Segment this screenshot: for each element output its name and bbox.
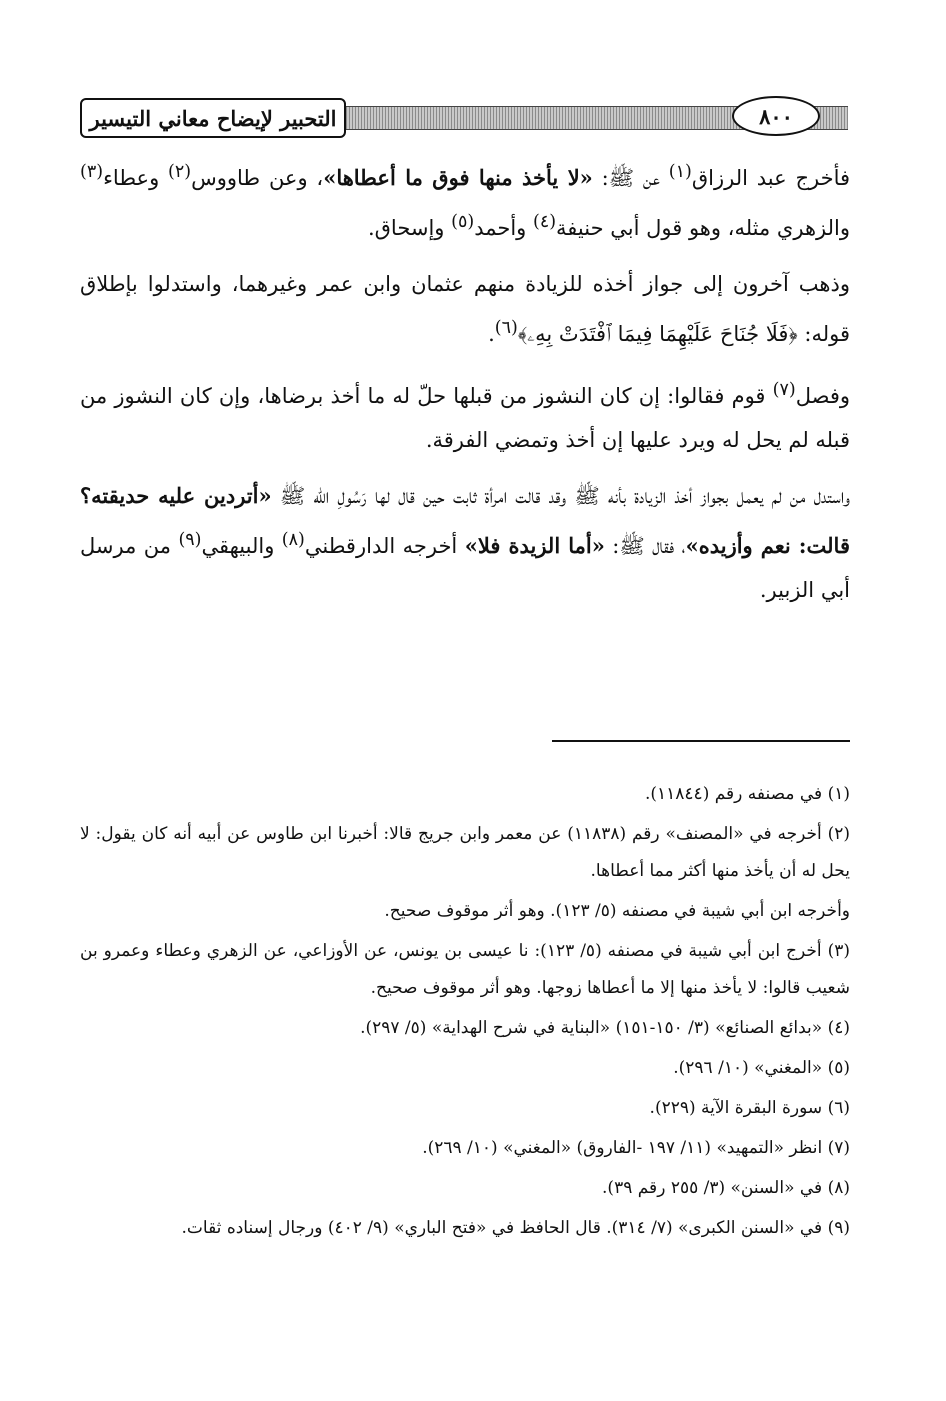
footnote-3: (٣) أخرج ابن أبي شيبة في مصنفه (٥/ ١٢٣): نا عيسى بن يونس، عن الأوزاعي، عن الزهري وعطاء وعمرو بن شعيب قالوا: لا يأخذ منها إلا ما أعطاها زوجها. وهو أثر موقوف صحيح.	[80, 941, 850, 998]
quran-verse: ﴿فَلَا جُنَاحَ عَلَيْهِمَا فِيمَا ٱفْتَدَتْ بِهِۦ﴾	[517, 322, 798, 346]
text-run: .	[488, 322, 495, 346]
footnotes	[80, 776, 850, 1250]
text-run: واستدل من لم يعمل بجواز أخذ الزيادة بأنه ﷺ وقد قالت امرأة ثابت حين قال لها رَسُولِ الله ﷺ	[271, 484, 850, 508]
footnote-ref-5: (٥)	[451, 212, 475, 232]
paragraph-4	[80, 474, 850, 612]
footnote-ref-4: (٤)	[532, 212, 557, 232]
footnote-ref-6: (٦)	[494, 318, 518, 338]
footnote-ref-3: (٣)	[80, 162, 104, 182]
footnote-9: (٩) في «السنن الكبرى» (٧/ ٣١٤). قال الحافظ في «فتح الباري» (٩/ ٤٠٢) ورجال إسناده ثقات.	[181, 1218, 850, 1238]
text-run: أخرجه الدارقطني	[304, 534, 465, 558]
footnote-ref-1: (١)	[668, 162, 692, 182]
footnote-8: (٨) في «السنن» (٣/ ٢٥٥ رقم ٣٩).	[602, 1178, 850, 1198]
text-run: ، فقال ﷺ:	[604, 534, 686, 558]
page-header	[80, 92, 848, 144]
footnote-ref-7: (٧)	[772, 380, 796, 400]
footnote-5: (٥) «المغني» (١٠/ ٢٩٦).	[673, 1058, 850, 1078]
footnote-divider	[552, 740, 850, 742]
text-run: والبيهقي	[201, 534, 282, 558]
hadith-quote: «لا يأخذ منها فوق ما أعطاها»	[323, 165, 593, 190]
footnote-2: (٢) أخرجه في «المصنف» رقم (١١٨٣٨) عن معمر وابن جريج قالا: أخبرنا ابن طاوس عن أبيه أنه كان يقول: لا يحل له أن يأخذ منها أكثر مما أعطاها.	[80, 824, 851, 881]
text-run: وإسحاق.	[367, 216, 452, 240]
page-number: ٨٠٠	[732, 96, 820, 136]
paragraph-2	[80, 262, 850, 356]
paragraph-3	[80, 368, 850, 462]
hadith-quote: «أتردين عليه حديقته؟ قالت: نعم وأزيده»	[80, 483, 850, 558]
book-title: التحبير لإيضاح معاني التيسير	[80, 98, 346, 138]
paragraph-1	[80, 150, 850, 250]
text-run: وفصل	[795, 384, 850, 408]
footnote-7: (٧) انظر «التمهيد» (١١/ ١٩٧ -الفاروق) «المغني» (١٠/ ٢٦٩).	[422, 1138, 850, 1158]
text-run: وذهب آخرون إلى جواز أخذه للزيادة منهم عثمان وابن عمر وغيرهما، واستدلوا بإطلاق قوله:	[80, 272, 850, 346]
footnote-2-continued: وأخرجه ابن أبي شيبة في مصنفه (٥/ ١٢٣). وهو أثر موقوف صحيح.	[384, 901, 850, 921]
footnote-6: (٦) سورة البقرة الآية (٢٢٩).	[649, 1098, 850, 1118]
text-run: قوم فقالوا: إن كان النشوز من قبلها حلّ له ما أخذ برضاها، وإن كان النشوز من قبله لم يحل له ويرد عليها إن أخذ وتمضي الفرقة.	[80, 384, 850, 452]
text-run: وعطاء	[103, 166, 169, 190]
text-run: والزهري مثله، وهو قول أبي حنيفة	[556, 216, 850, 240]
text-run: ، وعن طاووس	[191, 166, 324, 190]
footnote-ref-8: (٨)	[281, 530, 305, 550]
footnote-4: (٤) «بدائع الصنائع» (٣/ ١٥٠-١٥١) «البناية في شرح الهداية» (٥/ ٢٩٧).	[360, 1018, 850, 1038]
footnote-ref-2: (٢)	[168, 162, 192, 182]
text-run: فأخرج عبد الرزاق	[691, 166, 851, 190]
text-run: من مرسل أبي الزبير.	[80, 534, 850, 602]
hadith-quote: «أما الزيدة فلا»	[464, 533, 605, 558]
footnote-1: (١) في مصنفه رقم (١١٨٤٤).	[644, 784, 850, 804]
text-run: وأحمد	[474, 216, 533, 240]
main-text	[80, 150, 850, 624]
footnote-ref-9: (٩)	[178, 530, 202, 550]
text-run: عن ﷺ:	[592, 166, 669, 190]
